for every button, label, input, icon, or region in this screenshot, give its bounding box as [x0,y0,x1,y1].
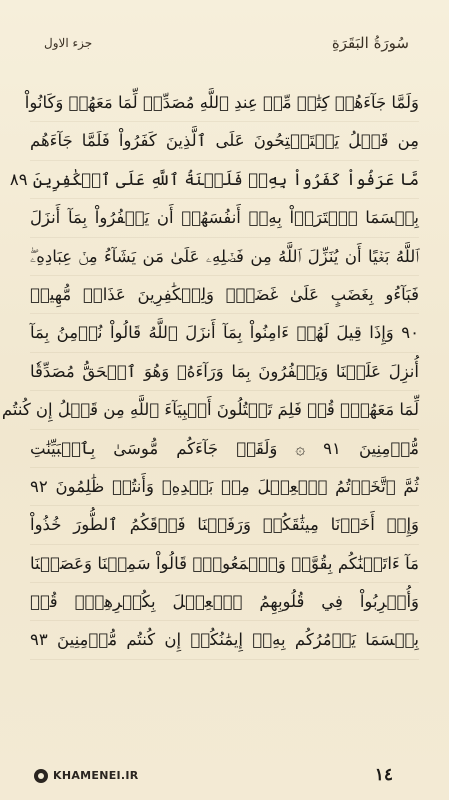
verse-line: مَّا عَرَفُواْ كَفَرُواْ بِهِۦۚ فَلَعۡنَةُ ٱللَّهِ عَلَى ٱلۡكَٰفِرِينَ ٨٩ [30,161,419,199]
verses-block [1,84,419,720]
verse-line: أُنزِلَ عَلَيۡنَا وَيَكۡفُرُونَ بِمَا وَرَآءَهُۥ وَهُوَ ٱلۡحَقُّ مُصَدِّقٗا [30,353,419,391]
juz-name: جزء الاول [44,36,93,50]
verse-line: لِّمَا مَعَهُمۡۗ قُلۡ فَلِمَ تَقۡتُلُونَ أَنۢبِيَآءَ ٱللَّهِ مِن قَبۡلُ إِن كُنتُم [30,391,419,429]
verse-line: فَبَآءُو بِغَضَبٍ عَلَىٰ غَضَبٖۚ وَلِلۡكَٰفِرِينَ عَذَابٞ مُّهِينٞ [30,276,419,314]
verse-line: مَآ ءَاتَيۡنَٰكُم بِقُوَّةٖ وَٱسۡمَعُواْۖ قَالُواْ سَمِعۡنَا وَعَصَيۡنَا [30,545,419,583]
verse-line: وَلَمَّا جَآءَهُمۡ كِتَٰبٞ مِّنۡ عِندِ ٱللَّهِ مُصَدِّقٞ لِّمَا مَعَهُمۡ وَكَانُواْ [30,84,419,122]
page-header [0,34,449,62]
verse-line: بِئۡسَمَا ٱشۡتَرَوۡاْ بِهِۦٓ أَنفُسَهُمۡ أَن يَكۡفُرُواْ بِمَآ أَنزَلَ [30,199,419,237]
brand-label: KHAMENEI.IR [53,769,139,782]
verse-line: بِئۡسَمَا يَأۡمُرُكُم بِهِۦٓ إِيمَٰنُكُمۡ إِن كُنتُم مُّؤۡمِنِينَ ٩٣ [30,621,419,659]
verse-line: وَأُشۡرِبُواْ فِي قُلُوبِهِمُ ٱلۡعِجۡلَ بِكُفۡرِهِمۡۚ قُلۡ [30,583,419,621]
brand-logo[interactable] [34,769,139,783]
verse-line: ثُمَّ ٱتَّخَذۡتُمُ ٱلۡعِجۡلَ مِنۢ بَعۡدِهِۦ وَأَنتُمۡ ظَٰلِمُونَ ٩٢ [30,468,419,506]
verse-line: وَإِذۡ أَخَذۡنَا مِيثَٰقَكُمۡ وَرَفَعۡنَا فَوۡقَكُمُ ٱلطُّورَ خُذُواْ [30,506,419,544]
verse-line: ٩٠ وَإِذَا قِيلَ لَهُمۡ ءَامِنُواْ بِمَآ أَنزَلَ ٱللَّهُ قَالُواْ نُؤۡمِنُ بِمَآ [30,314,419,352]
surah-name: سُورَةُ البَقَرَةِ [331,34,409,52]
page-number: ١٤ [374,765,393,785]
verse-line: مُّؤۡمِنِينَ ٩١ ۞ وَلَقَدۡ جَآءَكُم مُّوسَىٰ بِٱلۡبَيِّنَٰتِ [30,430,419,468]
page-footer [0,765,449,789]
verse-line: ٱللَّهُ بَغۡيًا أَن يُنَزِّلَ ٱللَّهُ مِن فَضۡلِهِۦ عَلَىٰ مَن يَشَآءُ مِنۡ عِبَادِهِۦۖ [30,238,419,276]
brand-icon [34,769,48,783]
verse-line: مِن قَبۡلُ يَسۡتَفۡتِحُونَ عَلَى ٱلَّذِينَ كَفَرُواْ فَلَمَّا جَآءَهُم [30,122,419,160]
